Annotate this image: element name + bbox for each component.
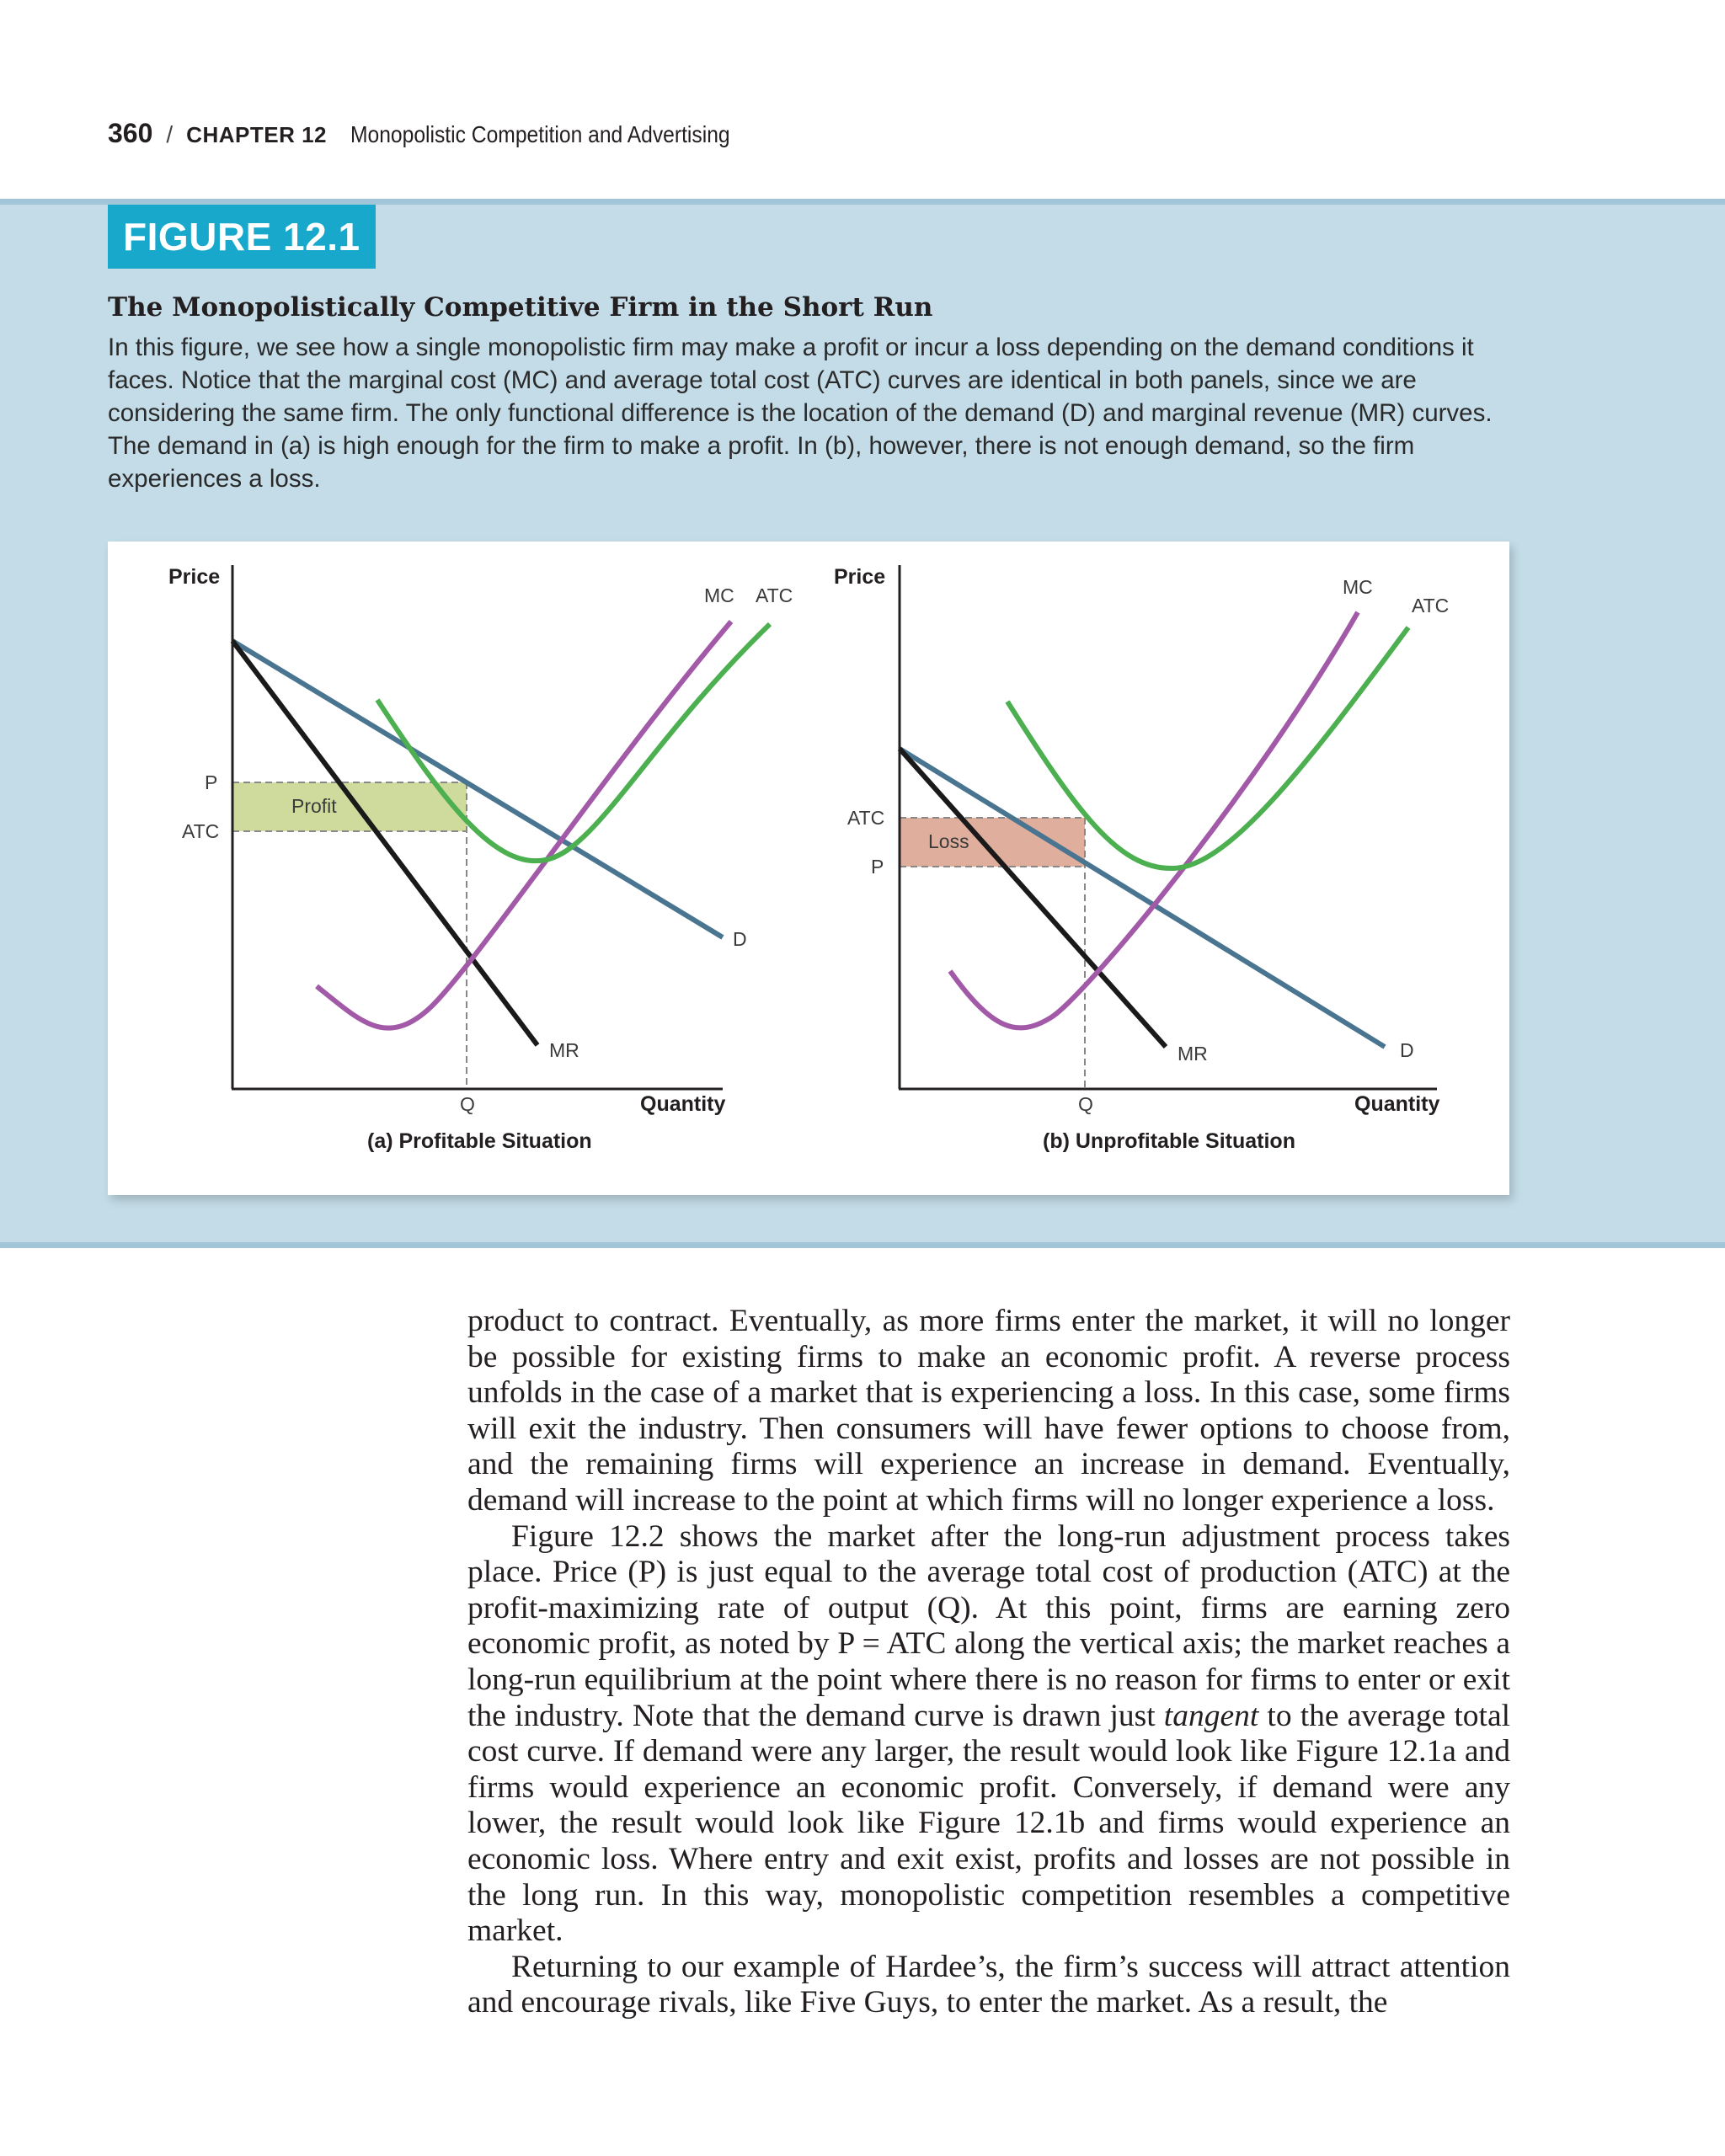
y-tick-label-atc: ATC [182,820,220,842]
figure-caption: In this figure, we see how a single monopolistic firm may make a profit or incur a loss depending on the demand conditions it faces. Notice that the marginal cost (MC) and average total cost (ATC) curves are identical in both panels, since we are considering the same firm. The only functional difference is the location of the demand (D) and marginal revenue (MR) curves. The demand in (a) is high enough for the firm to make a profit. In (b), however, there is not enough demand, so the firm experiences a loss. [108,334,1493,493]
figure-panel [0,199,1725,1248]
header-separator: / [166,121,174,147]
y-axis-title: Price [168,565,221,589]
profit-label: Profit [291,795,337,817]
paragraph-2 [467,1519,1510,1950]
atc-curve-label: ATC [1412,595,1450,616]
paragraph-2-text-a: Figure 12.2 shows the market after the long-run adjustment process takes place. Price (P) is just equal to the average total cost of production (ATC) at the profit-maximizing rate of output (Q). At this point, firms are earning zero economic profit, as noted by P = ATC along the vertical axis; the market reaches a long-run equilibrium at the point where there is no reason for firms to enter or exit the industry. Note that the demand curve is drawn just [467,1518,1510,1733]
y-axis-title: Price [834,565,886,589]
loss-area [900,818,1085,867]
paragraph-3: Returning to our example of Hardee’s, the firm’s success will attract attention and encourage rivals, like Five Guys, to enter the market. As a result, the [467,1949,1510,2020]
mc-curve-label: MC [704,584,734,606]
chapter-number: CHAPTER 12 [186,122,327,147]
d-curve-label: D [1400,1039,1414,1061]
paragraph-2-text-b: to the average total cost curve. If demand were any larger, the result would look like Figure 12.1a and firms would experience an economic profit. Conversely, if demand were any lower, the result would look like Figure 12.1b and firms would experience an economic loss. Where entry and exit exist, profits and losses are not possible in the long run. In this way, monopolistic competition resembles a competitive market. [467,1698,1511,1949]
panel-a-caption: (a) Profitable Situation [367,1129,592,1153]
figure-charts-svg [108,542,1509,1195]
panel-a [168,565,793,1153]
figure-label: FIGURE 12.1 [108,205,376,269]
paragraph-1: product to contract. Eventually, as more firms enter the market, it will no longer be possible for existing firms to make an economic profit. A reverse process unfolds in the case of a market that is experiencing a loss. In this case, some firms will exit the industry. Then consumers will have fewer options to choose from, and the remaining firms will experience an increase in demand. Eventually, demand will increase to the point at which firms will no longer experience a loss. [467,1304,1510,1518]
y-tick-label-price: P [871,856,884,878]
running-head [108,118,782,155]
page-number: 360 [108,118,153,148]
loss-label: Loss [928,830,969,852]
marginal-revenue-curve [900,749,1166,1047]
figure-title: The Monopolistically Competitive Firm in the Short Run [108,292,933,323]
atc-curve-label: ATC [756,584,793,606]
y-tick-label-atc: ATC [847,807,885,829]
x-axis-title: Quantity [640,1092,726,1116]
mr-curve-label: MR [1178,1043,1208,1065]
x-tick-label-quantity: Q [1078,1093,1093,1115]
y-tick-label-price: P [205,771,218,793]
profit-area [232,782,467,831]
chapter-title: Monopolistic Competition and Advertising [350,121,730,147]
x-axis-title: Quantity [1354,1092,1440,1116]
panel-b-caption: (b) Unprofitable Situation [1043,1129,1295,1153]
panel-b [834,565,1449,1153]
x-tick-label-quantity: Q [460,1093,475,1115]
figure-chart-box [108,542,1509,1195]
body-text [467,1304,1510,2021]
mc-curve-label: MC [1343,576,1373,598]
d-curve-label: D [733,928,747,950]
paragraph-2-italic: tangent [1163,1698,1259,1733]
mr-curve-label: MR [549,1039,579,1061]
